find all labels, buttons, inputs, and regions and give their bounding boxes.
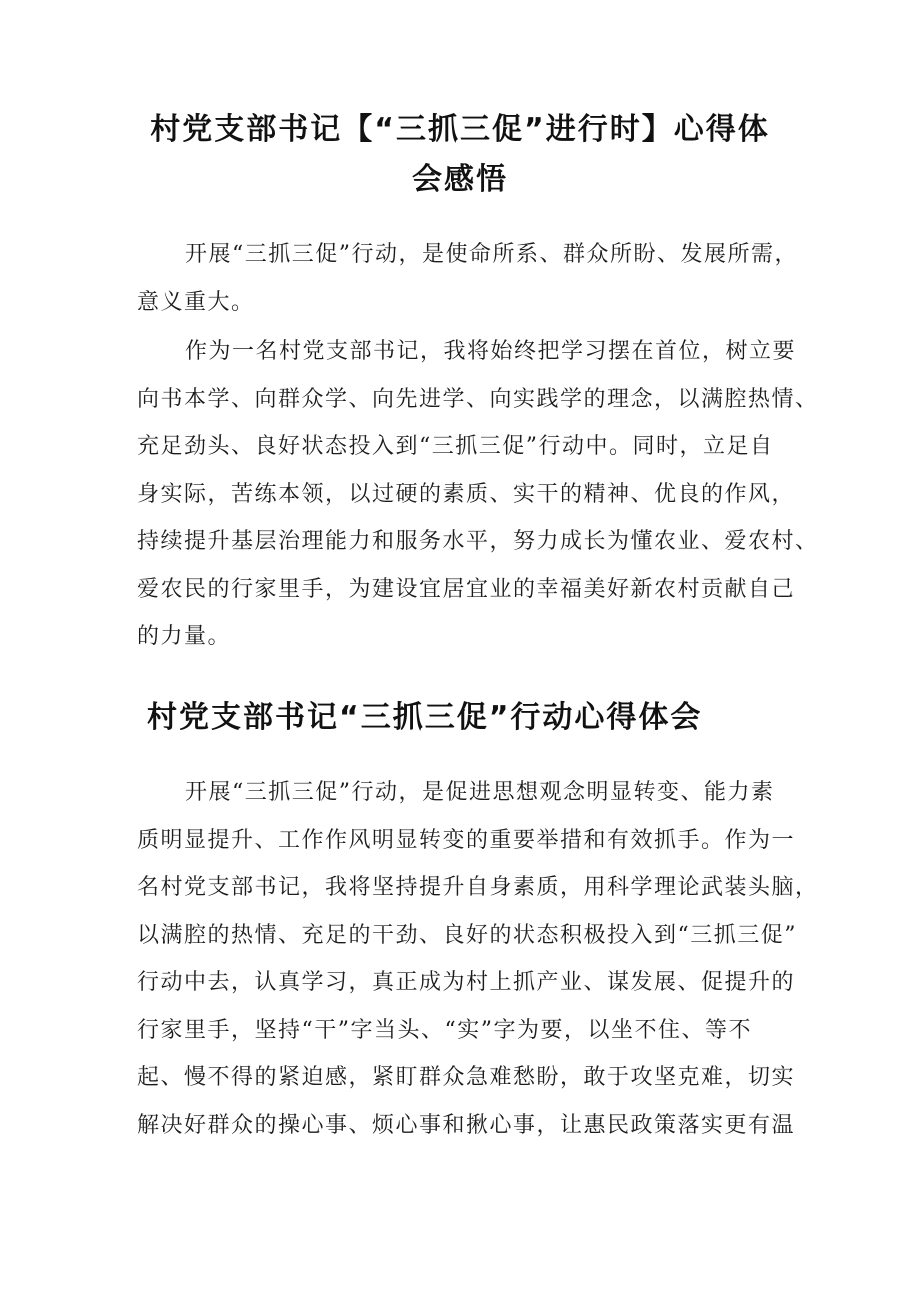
paragraph-line: 起、慢不得的紧迫感，紧盯群众急难愁盼，敢于攻坚克难，切实 bbox=[137, 1065, 796, 1090]
paragraph-line: 开展“三抓三促”行动，是促进思想观念明显转变、能力素 bbox=[185, 780, 775, 805]
paragraph-line: 的力量。 bbox=[137, 624, 232, 649]
paragraph-line: 质明显提升、工作作风明显转变的重要举措和有效抓手。作为一 bbox=[137, 827, 796, 853]
paragraph-line: 作为一名村党支部书记，我将始终把学习摆在首位，树立要 bbox=[185, 339, 797, 364]
paragraph-line: 名村党支部书记，我将坚持提升自身素质，用科学理论武装头脑， bbox=[137, 875, 819, 900]
paragraph-line: 向书本学、向群众学、向先进学、向实践学的理念，以满腔热情、 bbox=[137, 386, 819, 412]
paragraph-line: 持续提升基层治理能力和服务水平，努力成长为懂农业、爱农村、 bbox=[137, 529, 819, 554]
paragraph-line: 爱农民的行家里手，为建设宜居宜业的幸福美好新农村贡献自己 bbox=[137, 576, 796, 602]
paragraph-line: 意义重大。 bbox=[137, 289, 255, 315]
paragraph-line: 行家里手，坚持“干”字当头、“实”字为要，以坐不住、等不 bbox=[137, 1017, 752, 1043]
title-line: 村党支部书记【“三抓三促”进行时】心得体 bbox=[150, 112, 770, 147]
paragraph-line: 解决好群众的操心事、烦心事和揪心事，让惠民政策落实更有温 bbox=[137, 1112, 796, 1138]
article-1-paragraph-1 bbox=[137, 231, 857, 326]
paragraph-line: 以满腔的热情、充足的干劲、良好的状态积极投入到“三抓三促” bbox=[137, 922, 797, 948]
article-2-title: 村党支部书记“三抓三促”行动心得体会 bbox=[147, 700, 703, 735]
article-2-paragraph-1 bbox=[137, 769, 857, 1149]
article-1-paragraph-2 bbox=[137, 328, 857, 661]
paragraph-line: 开展“三抓三促”行动，是使命所系、群众所盼、发展所需， bbox=[185, 242, 798, 267]
title-line: 会感悟 bbox=[412, 162, 508, 197]
paragraph-line: 行动中去，认真学习，真正成为村上抓产业、谋发展、促提升的 bbox=[137, 970, 796, 995]
article-1-title bbox=[0, 105, 920, 205]
paragraph-line: 身实际，苦练本领，以过硬的素质、实干的精神、优良的作风， bbox=[137, 481, 796, 507]
paragraph-line: 充足劲头、良好状态投入到“三抓三促”行动中。同时，立足自 bbox=[137, 434, 774, 459]
